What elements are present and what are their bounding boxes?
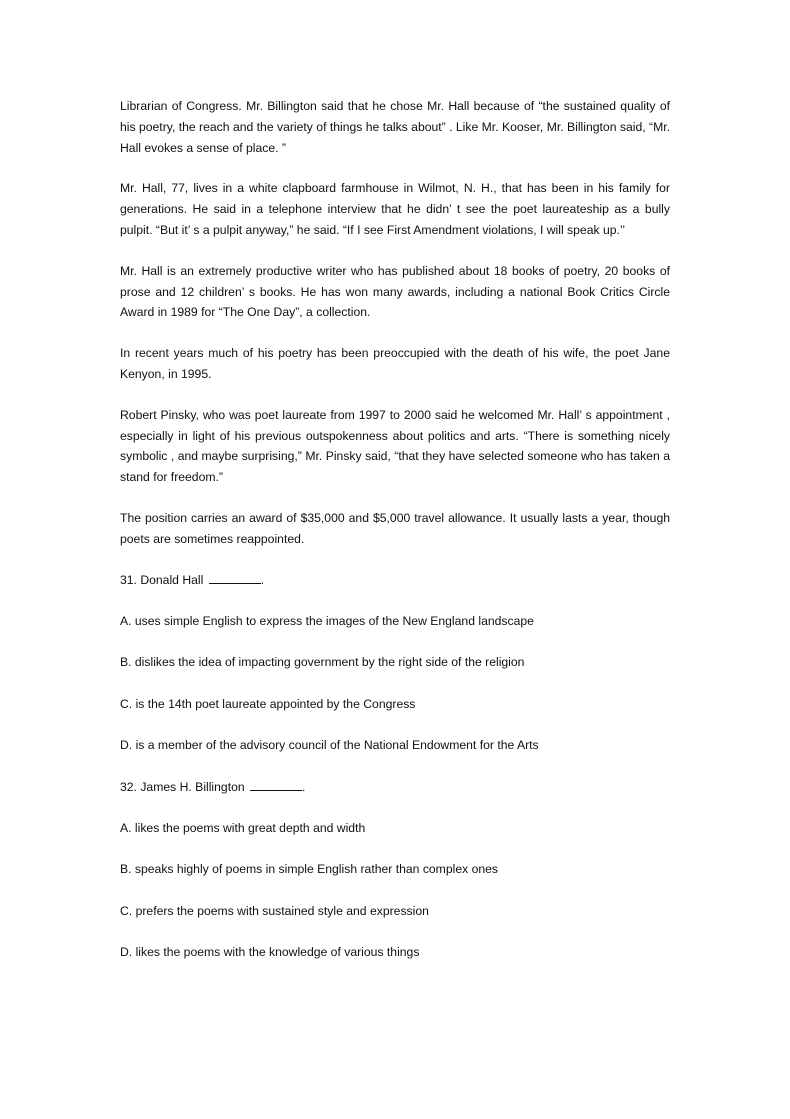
option-b: B. speaks highly of poems in simple English rather than complex ones xyxy=(120,862,499,877)
option-a: A. likes the poems with great depth and width xyxy=(120,820,366,835)
passage-paragraph-4: In recent years much of his poetry has been preoccupied with the death of his wife, the poet Jane Kenyon, in 1995. xyxy=(120,346,670,381)
question-stem xyxy=(120,570,670,591)
option-c: C. prefers the poems with sustained style and expression xyxy=(120,903,429,918)
question-31 xyxy=(120,570,670,756)
option-d: D. likes the poems with the knowledge of various things xyxy=(120,945,420,960)
passage-paragraph-6: The position carries an award of $35,000 and $5,000 travel allowance. It usually lasts a year, though poets are sometimes reappointed. xyxy=(120,510,670,546)
option-c: C. is the 14th poet laureate appointed by the Congress xyxy=(120,696,416,711)
passage-paragraph-5: Robert Pinsky, who was poet laureate from 1997 to 2000 said he welcomed Mr. Hall’ s appointment , especially in light of his previous outspokenness about politics and arts. “There is something nicely symbolic , and maybe surprising,” Mr. Pinsky said, “that they have selected someone who has taken a stand for freedom.” xyxy=(120,407,670,485)
question-stem xyxy=(120,777,670,798)
question-stem-text: 32. James H. Billington xyxy=(120,779,245,794)
question-stem-end: . xyxy=(260,572,265,587)
question-stem-text: 31. Donald Hall xyxy=(120,572,204,587)
answer-blank xyxy=(250,779,302,791)
option-d: D. is a member of the advisory council of the National Endowment for the Arts xyxy=(120,738,539,753)
question-stem-end: . xyxy=(302,779,306,794)
option-a: A. uses simple English to express the images of the New England landscape xyxy=(120,613,534,628)
option-b: B. dislikes the idea of impacting government by the right side of the religion xyxy=(120,655,525,670)
question-32 xyxy=(120,777,670,963)
passage-paragraph-2: Mr. Hall, 77, lives in a white clapboard farmhouse in Wilmot, N. H., that has been in his family for generations. He said in a telephone interview that he didn’ t see the poet laureateship as a bully pulpit. “But it’ s a pulpit anyway,” he said. “If I see First Amendment violations, I will speak up.’’ xyxy=(120,181,670,237)
passage-paragraph-1: Librarian of Congress. Mr. Billington said that he chose Mr. Hall because of “the sustained quality of his poetry, the reach and the variety of things he talks about” . Like Mr. Kooser, Mr. Billington said, “Mr. Hall evokes a sense of place. ” xyxy=(120,99,670,155)
document-page xyxy=(120,96,670,983)
passage-paragraph-3: Mr. Hall is an extremely productive writer who has published about 18 books of poetry, 20 books of prose and 12 children’ s books. He has won many awards, including a national Book Critics Circle Award in 1989 for “The One Day”, a collection. xyxy=(120,263,670,320)
answer-blank xyxy=(209,572,261,584)
